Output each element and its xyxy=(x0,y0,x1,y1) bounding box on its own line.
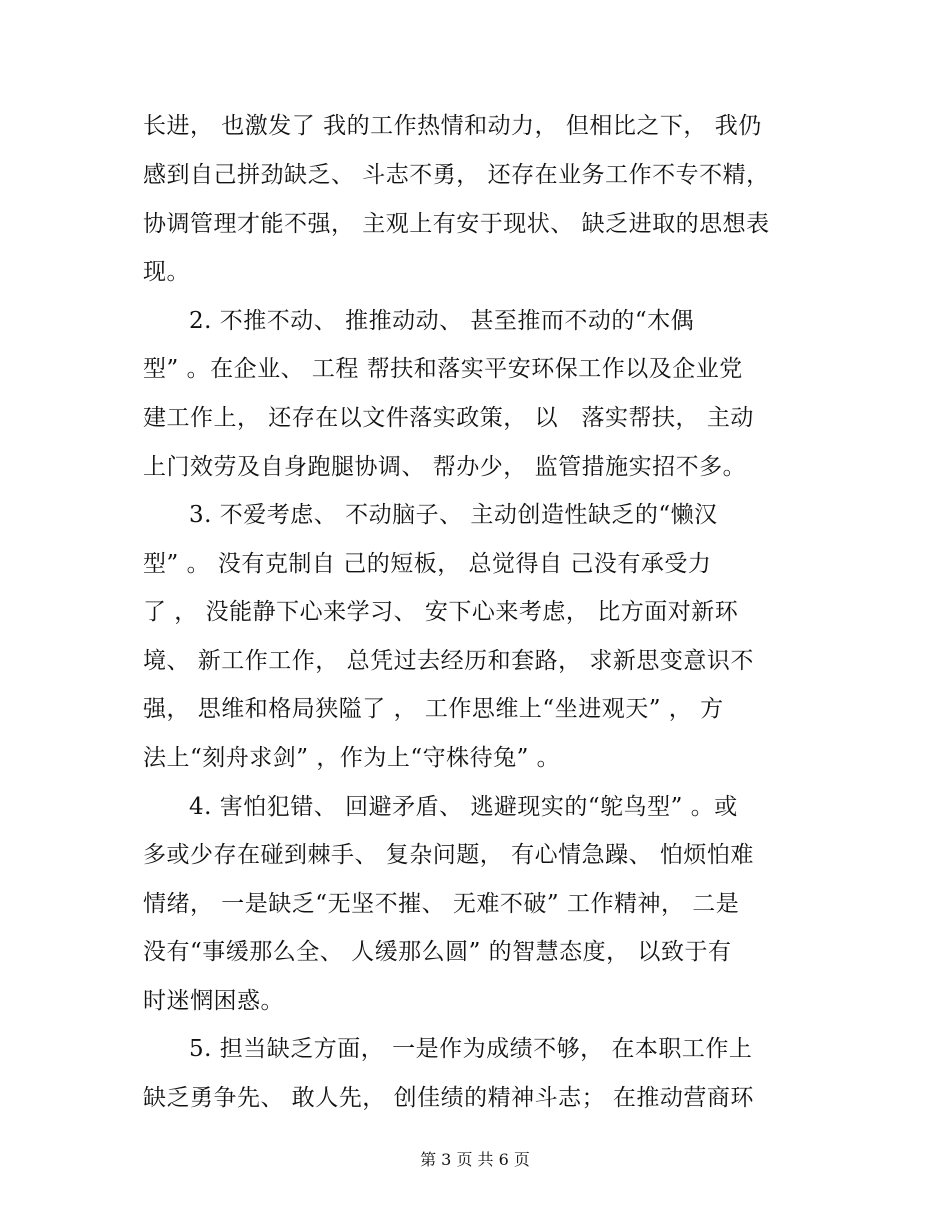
paragraph-2-start: 2. 不推不动、 推推动动、 甚至推而不动的“木偶 xyxy=(189,308,695,334)
text-line: 没有“事缓那么全、 人缓那么圆” 的智慧态度， 以致于有 xyxy=(143,939,732,965)
text-line: 时迷惘困惑。 xyxy=(143,988,284,1014)
text-line: 了 ， 没能静下心来学习、 安下心来考虑， 比方面对新环 xyxy=(143,599,739,625)
page-footer: 第 3 页 共 6 页 xyxy=(420,1150,530,1169)
text-line: 境、 新工作工作， 总凭过去经历和套路， 求新思变意识不 xyxy=(143,648,754,674)
text-line: 多或少存在碰到棘手、 复杂问题， 有心情急躁、 怕烦怕难 xyxy=(143,842,754,868)
text-line: 型” 。 没有克制自 己的短板， 总觉得自 己没有承受力 xyxy=(143,551,712,577)
text-line: 建工作上， 还存在以文件落实政策， 以 落实帮扶， 主动 xyxy=(143,405,754,431)
text-line: 上门效劳及自身跑腿协调、 帮办少， 监管措施实招不多。 xyxy=(143,454,747,480)
text-line: 感到自己拼劲缺乏、 斗志不勇， 还存在业务工作不专不精， xyxy=(143,162,770,188)
text-line: 型” 。在企业、 工程 帮扶和落实平安环保工作以及企业党 xyxy=(143,356,743,382)
text-line: 情绪， 一是缺乏“无坚不摧、 无难不破” 工作精神， 二是 xyxy=(143,891,740,917)
text-line: 法上“刻舟求剑” ，作为上“守株待兔” 。 xyxy=(143,745,561,771)
text-line: 缺乏勇争先、 敢人先， 创佳绩的精神斗志； 在推动营商环 xyxy=(143,1085,754,1111)
text-line: 协调管理才能不强， 主观上有安于现状、 缺乏进取的思想表 xyxy=(143,211,770,237)
paragraph-3-start: 3. 不爱考虑、 不动脑子、 主动创造性缺乏的“懒汉 xyxy=(189,502,718,528)
text-line: 长进， 也激发了 我的工作热情和动力， 但相比之下， 我仍 xyxy=(143,113,762,139)
paragraph-5-start: 5. 担当缺乏方面， 一是作为成绩不够， 在本职工作上 xyxy=(189,1036,753,1062)
text-line: 现。 xyxy=(143,259,190,285)
text-line: 强， 思维和格局狭隘了 ， 工作思维上“坐进观天” ， 方 xyxy=(143,696,724,722)
paragraph-4-start: 4. 害怕犯错、 回避矛盾、 逃避现实的“鸵鸟型” 。或 xyxy=(189,794,738,820)
